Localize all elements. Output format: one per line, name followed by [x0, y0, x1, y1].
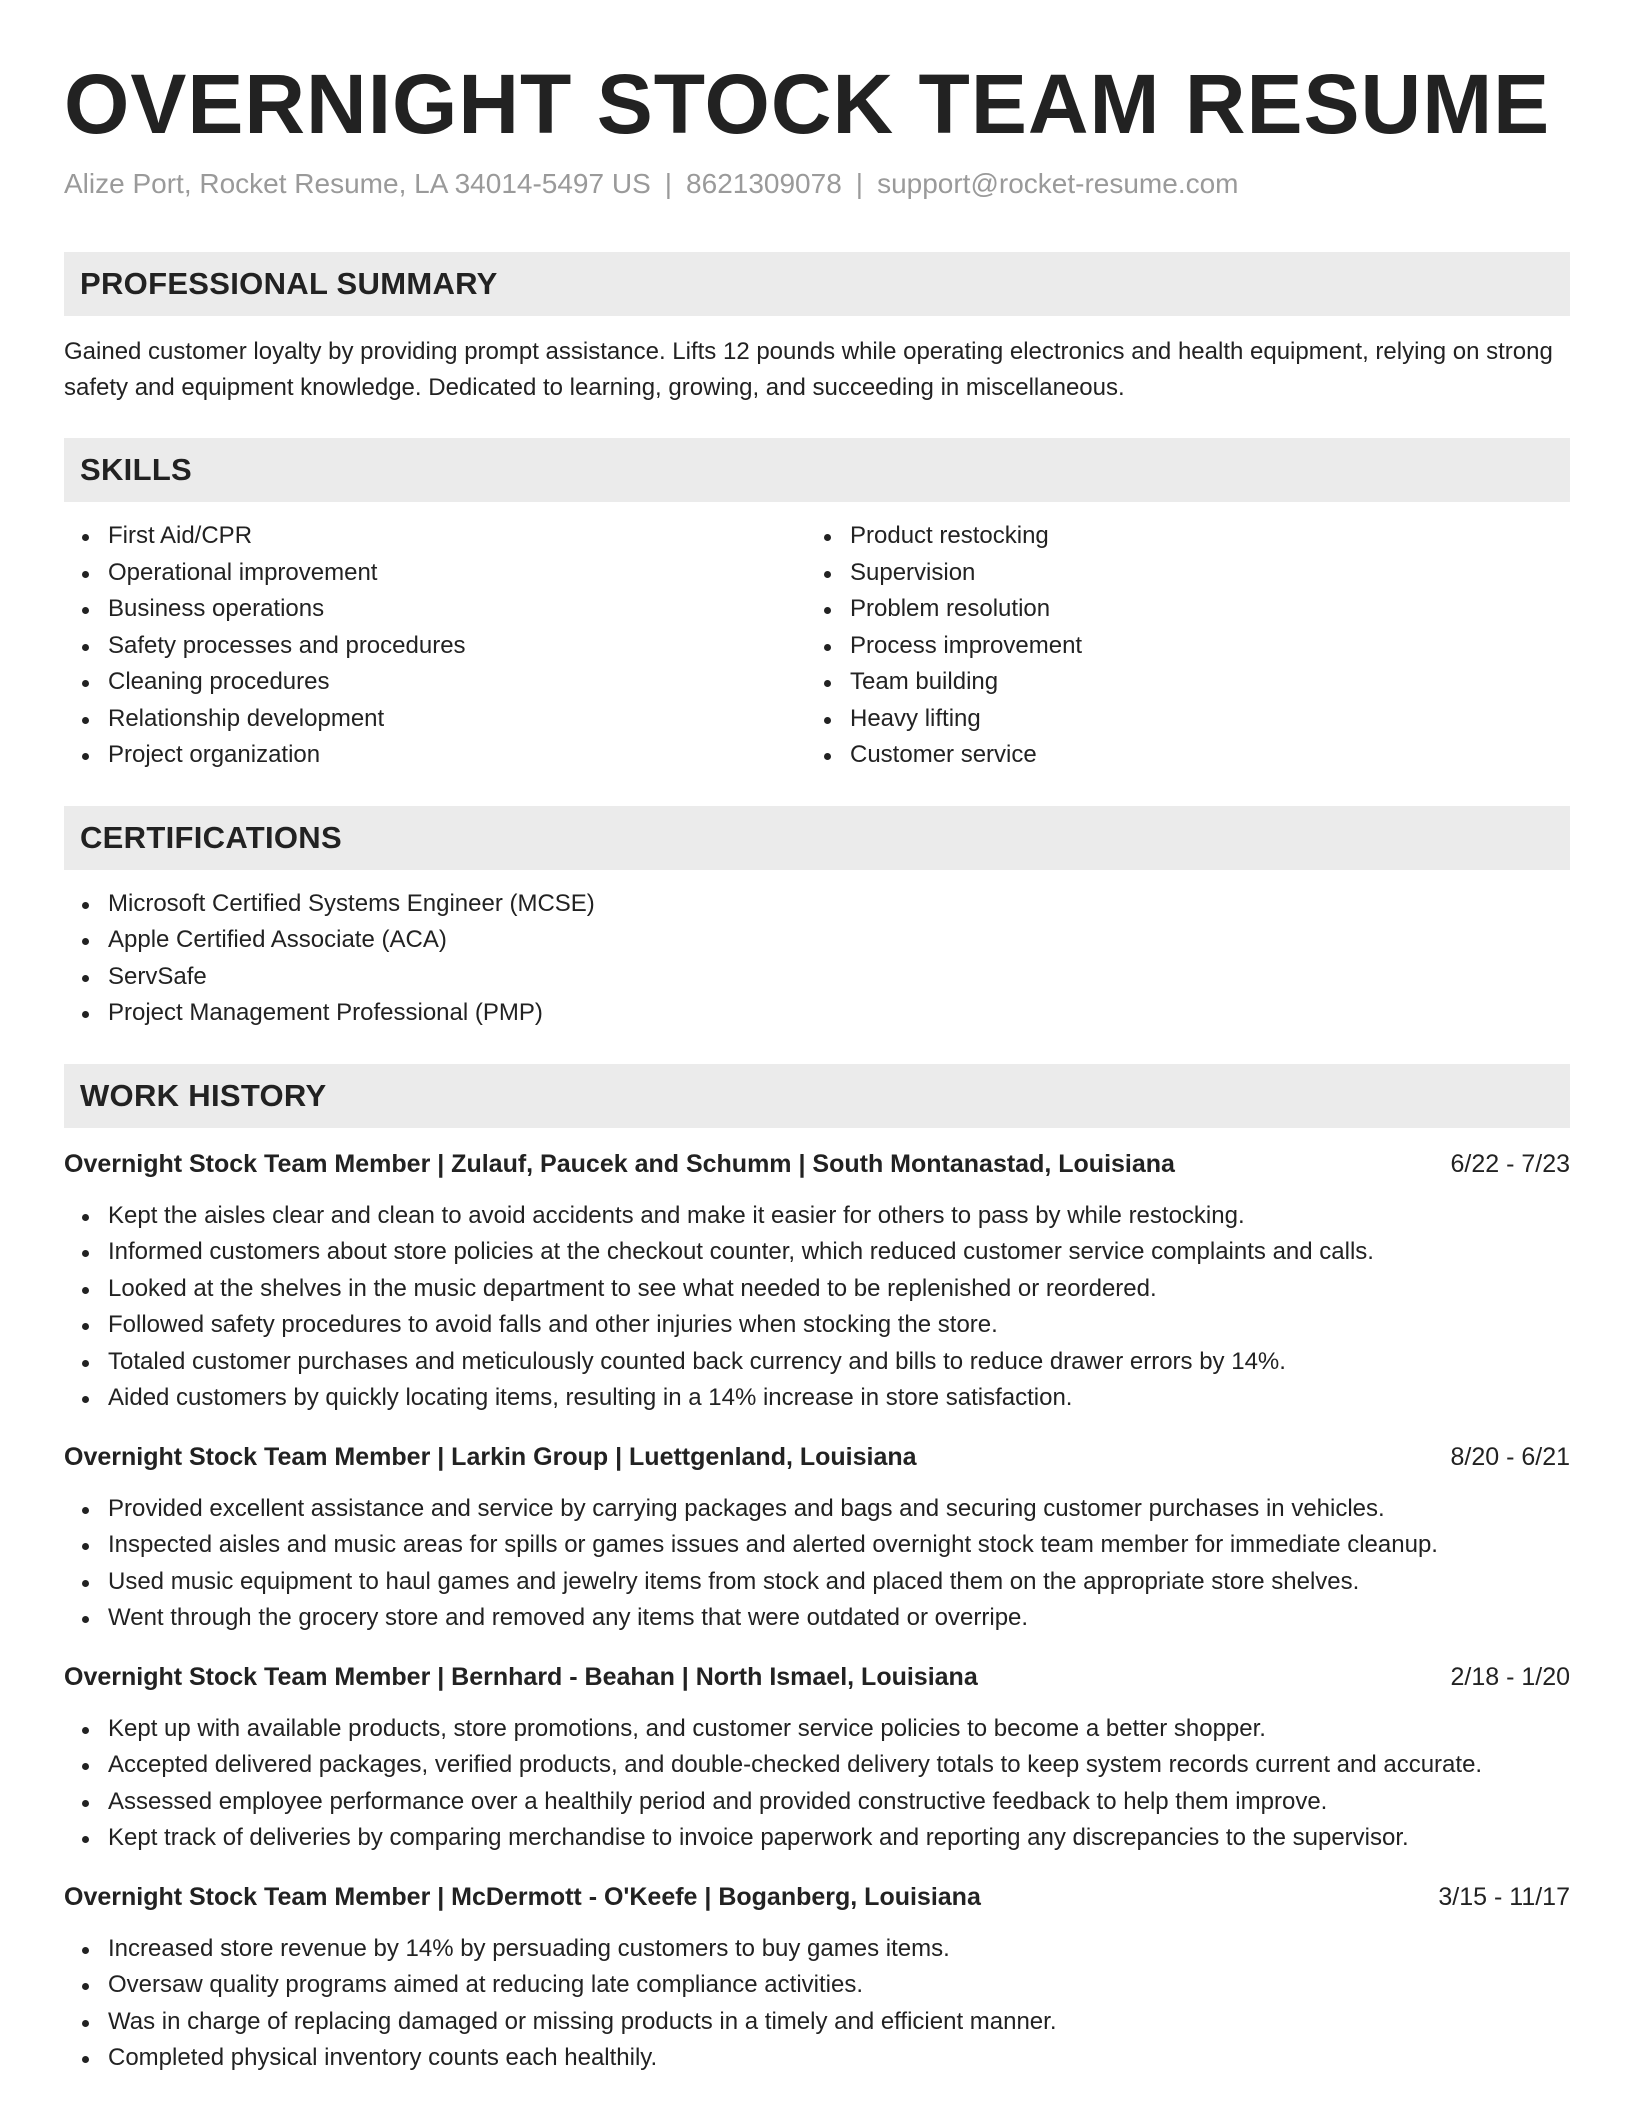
- job-title: Overnight Stock Team Member | Bernhard - Beahan | North Ismael, Louisiana: [64, 1662, 978, 1691]
- skill-item: Operational improvement: [64, 555, 806, 592]
- job-dates: 2/18 - 1/20: [1450, 1662, 1570, 1691]
- job-bullet: Accepted delivered packages, verified products, and double-checked delivery totals to keep system records current and accurate.: [64, 1747, 1570, 1784]
- job-bullet: Kept track of deliveries by comparing merchandise to invoice paperwork and reporting any discrepancies to the supervisor.: [64, 1820, 1570, 1857]
- section-heading: CERTIFICATIONS: [64, 806, 1570, 870]
- skill-item: Supervision: [806, 555, 1548, 592]
- separator: |: [664, 168, 673, 199]
- job-bullet: Aided customers by quickly locating items, resulting in a 14% increase in store satisfaction.: [64, 1380, 1570, 1417]
- email: support@rocket-resume.com: [877, 168, 1239, 199]
- certification-item: Microsoft Certified Systems Engineer (MCSE): [64, 886, 1570, 923]
- job-bullet: Completed physical inventory counts each healthily.: [64, 2040, 1570, 2077]
- skill-item: Safety processes and procedures: [64, 628, 806, 665]
- skills-section: [64, 438, 1570, 774]
- job-bullet: Followed safety procedures to avoid falls and other injuries when stocking the store.: [64, 1307, 1570, 1344]
- job-header: [64, 1879, 1570, 1915]
- job-dates: 6/22 - 7/23: [1450, 1149, 1570, 1178]
- job-dates: 8/20 - 6/21: [1450, 1442, 1570, 1471]
- job-bullet: Went through the grocery store and removed any items that were outdated or overripe.: [64, 1600, 1570, 1637]
- section-heading: PROFESSIONAL SUMMARY: [64, 252, 1570, 316]
- skill-item: Process improvement: [806, 628, 1548, 665]
- job-bullets: [64, 1198, 1570, 1417]
- job-entry: [64, 1439, 1570, 1637]
- job-bullet: Inspected aisles and music areas for spills or games issues and alerted overnight stock team member for immediate cleanup.: [64, 1527, 1570, 1564]
- skill-item: Team building: [806, 664, 1548, 701]
- section-heading: SKILLS: [64, 438, 1570, 502]
- certifications-list: [64, 886, 1570, 1032]
- summary-text: Gained customer loyalty by providing prompt assistance. Lifts 12 pounds while operating electronics and health equipment, relying on strong safety and equipment knowledge. Dedicated to learning, growing, and succeeding in miscellaneous.: [64, 338, 1553, 401]
- skill-item: Relationship development: [64, 701, 806, 738]
- job-entry: [64, 1146, 1570, 1417]
- skill-item: First Aid/CPR: [64, 518, 806, 555]
- job-bullets: [64, 1931, 1570, 2077]
- skill-item: Heavy lifting: [806, 701, 1548, 738]
- job-bullet: Kept up with available products, store promotions, and customer service policies to become a better shopper.: [64, 1711, 1570, 1748]
- job-entry: [64, 1879, 1570, 2077]
- job-bullet: Provided excellent assistance and service by carrying packages and bags and securing customer purchases in vehicles.: [64, 1491, 1570, 1528]
- job-header: [64, 1439, 1570, 1475]
- contact-line: [64, 166, 1570, 202]
- certification-item: ServSafe: [64, 959, 1570, 996]
- skill-item: Product restocking: [806, 518, 1548, 555]
- skill-item: Business operations: [64, 591, 806, 628]
- skills-columns: [64, 502, 1570, 774]
- jobs-list: [64, 1146, 1570, 2077]
- certification-item: Apple Certified Associate (ACA): [64, 922, 1570, 959]
- job-bullets: [64, 1491, 1570, 1637]
- address: Alize Port, Rocket Resume, LA 34014-5497 US: [64, 168, 651, 199]
- job-bullets: [64, 1711, 1570, 1857]
- skill-item: Cleaning procedures: [64, 664, 806, 701]
- skill-item: Customer service: [806, 737, 1548, 774]
- job-bullet: Informed customers about store policies at the checkout counter, which reduced customer service complaints and calls.: [64, 1234, 1570, 1271]
- job-title: Overnight Stock Team Member | Larkin Group | Luettgenland, Louisiana: [64, 1442, 917, 1471]
- resume-page: [64, 56, 1570, 2077]
- separator: |: [855, 168, 864, 199]
- phone: 8621309078: [686, 168, 842, 199]
- skills-list-right: [806, 518, 1548, 774]
- job-entry: [64, 1659, 1570, 1857]
- resume-title: OVERNIGHT STOCK TEAM RESUME: [64, 57, 1551, 151]
- job-bullet: Oversaw quality programs aimed at reducing late compliance activities.: [64, 1967, 1570, 2004]
- certification-item: Project Management Professional (PMP): [64, 995, 1570, 1032]
- job-bullet: Used music equipment to haul games and jewelry items from stock and placed them on the appropriate store shelves.: [64, 1564, 1570, 1601]
- job-bullet: Increased store revenue by 14% by persuading customers to buy games items.: [64, 1931, 1570, 1968]
- skill-item: Problem resolution: [806, 591, 1548, 628]
- section-heading: WORK HISTORY: [64, 1064, 1570, 1128]
- job-header: [64, 1659, 1570, 1695]
- job-bullet: Was in charge of replacing damaged or missing products in a timely and efficient manner.: [64, 2004, 1570, 2041]
- certifications-section: [64, 806, 1570, 1032]
- skill-item: Project organization: [64, 737, 806, 774]
- job-bullet: Looked at the shelves in the music department to see what needed to be replenished or reordered.: [64, 1271, 1570, 1308]
- job-dates: 3/15 - 11/17: [1438, 1882, 1570, 1911]
- job-title: Overnight Stock Team Member | McDermott - O'Keefe | Boganberg, Louisiana: [64, 1882, 981, 1911]
- job-bullet: Kept the aisles clear and clean to avoid accidents and make it easier for others to pass by while restocking.: [64, 1198, 1570, 1235]
- job-bullet: Assessed employee performance over a healthily period and provided constructive feedback to help them improve.: [64, 1784, 1570, 1821]
- job-title: Overnight Stock Team Member | Zulauf, Paucek and Schumm | South Montanastad, Louisiana: [64, 1149, 1175, 1178]
- skills-list-left: [64, 518, 806, 774]
- job-bullet: Totaled customer purchases and meticulously counted back currency and bills to reduce drawer errors by 14%.: [64, 1344, 1570, 1381]
- work-history-section: [64, 1064, 1570, 2077]
- summary-section: [64, 252, 1570, 406]
- job-header: [64, 1146, 1570, 1182]
